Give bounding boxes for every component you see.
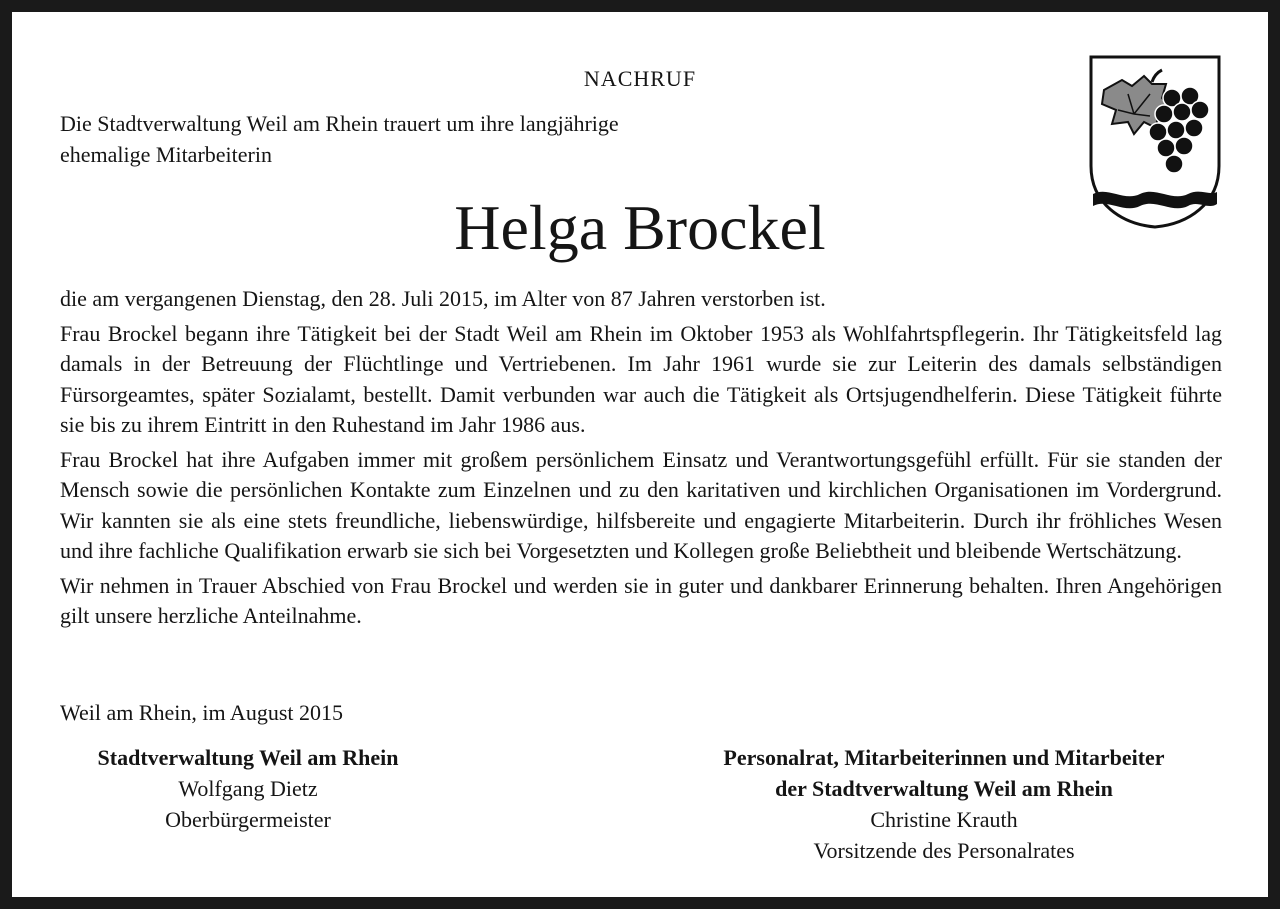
intro-line-2: ehemalige Mitarbeiterin: [60, 142, 272, 167]
body-paragraph-3: Frau Brockel hat ihre Aufgaben immer mit großem persönlichem Einsatz und Verantwortungsgefühl erfüllt. Für sie standen der Mensch sowie die persönlichen Kontakte zum Einzelnen und zu den karitativen und kirchlichen Organisationen im Vordergrund. Wir kannten sie als eine stets freundliche, liebenswürdige, hilfsbereite und engagierte Mitarbeiterin. Durch ihr fröhliches Wesen und ihre fachliche Qualifikation erwarb sie sich bei Vorgesetzten und Kollegen große Beliebtheit und bleibende Wertschätzung.: [60, 446, 1222, 563]
intro-line-1: Die Stadtverwaltung Weil am Rhein trauert um ihre langjährige: [60, 111, 619, 136]
grape-crest-icon: [1088, 54, 1222, 230]
intro-text: [60, 108, 619, 170]
signature-right-person: Christine Krauth: [870, 807, 1018, 832]
body-paragraph-1: die am vergangenen Dienstag, den 28. Juli 2015, im Alter von 87 Jahren verstorben ist.: [60, 286, 826, 311]
body-paragraph-4: Wir nehmen in Trauer Abschied von Frau Brockel und werden sie in guter und dankbarer Erinnerung behalten. Ihren Angehörigen gilt unsere herzliche Anteilnahme.: [60, 572, 1222, 628]
signature-left-role: Oberbürgermeister: [165, 807, 331, 832]
signature-right-role: Vorsitzende des Personalrates: [813, 838, 1075, 863]
signature-left-person: Wolfgang Dietz: [178, 776, 318, 801]
signature-left: [60, 742, 436, 835]
deceased-name: Helga Brockel: [454, 192, 826, 263]
obituary-notice: [12, 12, 1268, 897]
signature-right: [664, 742, 1224, 866]
signature-left-org: Stadtverwaltung Weil am Rhein: [97, 745, 399, 770]
place-date: Weil am Rhein, im August 2015: [60, 700, 343, 725]
body-paragraph-2: Frau Brockel begann ihre Tätigkeit bei der Stadt Weil am Rhein im Oktober 1953 als Wohlfahrtspflegerin. Ihr Tätigkeitsfeld lag damals in der Betreuung der Flüchtlinge und Vertriebenen. Im Jahr 1961 wurde sie zur Leiterin des damals selbständigen Fürsorgeamtes, später Sozialamt, bestellt. Damit verbunden war auch die Tätigkeit als Ortsjugendhelferin. Diese Tätigkeit führte sie bis zu ihrem Eintritt in den Ruhestand im Jahr 1986 aus.: [60, 320, 1222, 437]
signature-right-org-line-1: Personalrat, Mitarbeiterinnen und Mitarbeiter: [723, 745, 1165, 770]
signature-right-org-line-2: der Stadtverwaltung Weil am Rhein: [775, 776, 1113, 801]
obituary-body: [60, 284, 1222, 636]
notice-heading: NACHRUF: [583, 66, 697, 91]
